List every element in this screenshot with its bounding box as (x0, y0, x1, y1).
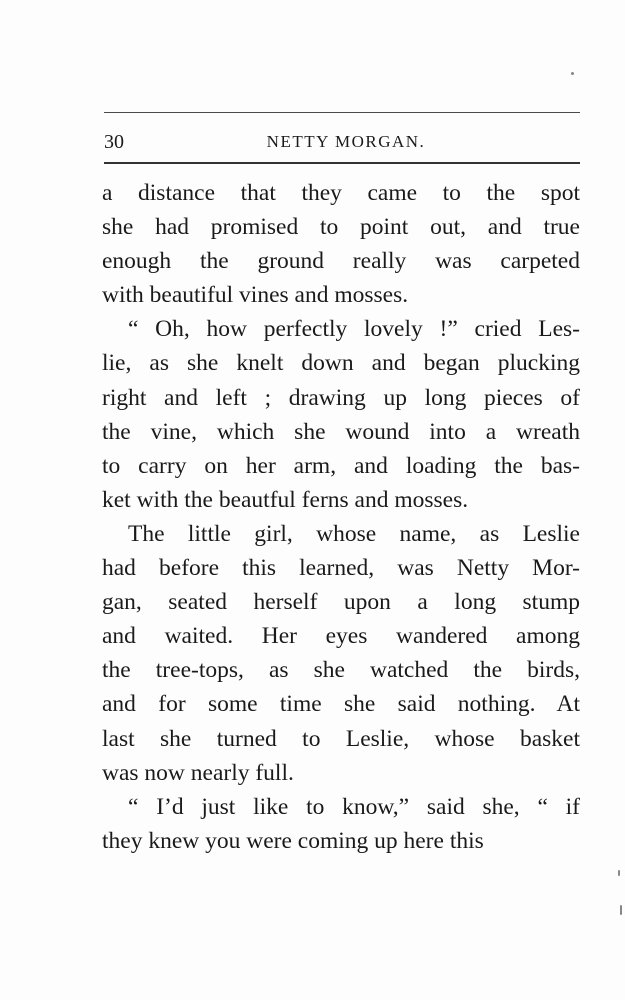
text-line: “ I’d just like to know,” said she, “ if (128, 793, 580, 820)
text-line: last she turned to Leslie, whose basket (102, 725, 580, 752)
paragraph (102, 517, 580, 790)
text-line: they knew you were coming up here this (102, 827, 484, 854)
text-line: The little girl, whose name, as Leslie (128, 520, 580, 547)
running-header (104, 128, 580, 156)
text-line: and waited. Her eyes wandered among (102, 623, 580, 650)
text-line: right and left ; drawing up long pieces of (102, 384, 580, 411)
header-bottom-rule (104, 162, 580, 164)
text-line: the tree-tops, as she watched the birds, (102, 657, 580, 684)
page-number: 30 (104, 131, 124, 153)
body-text (102, 176, 580, 858)
text-line: with beautiful vines and mosses. (102, 282, 409, 309)
text-line: a distance that they came to the spot (102, 180, 580, 206)
text-line: lie, as she knelt down and began plucking (102, 350, 580, 377)
text-line: gan, seated herself upon a long stump (102, 589, 580, 616)
text-line: enough the ground really was carpeted (102, 248, 580, 275)
running-title: NETTY MORGAN. (266, 132, 426, 151)
text-line: was now nearly full. (102, 759, 294, 786)
text-line: the vine, which she wound into a wreath (102, 418, 580, 445)
text-line: she had promised to point out, and true (102, 214, 580, 241)
text-line: ket with the beautful ferns and mosses. (102, 486, 469, 513)
paragraph (102, 176, 580, 312)
paragraph (102, 312, 580, 517)
text-line: “ Oh, how perfectly lovely !” cried Les- (128, 316, 580, 343)
paper-speck (618, 870, 620, 876)
text-line: and for some time she said nothing. At (102, 691, 580, 718)
text-line: to carry on her arm, and loading the bas- (102, 452, 580, 479)
paragraph (102, 790, 580, 858)
paper-speck (620, 905, 622, 915)
text-line: had before this learned, was Netty Mor- (102, 555, 580, 582)
paper-speck (571, 72, 574, 75)
header-top-rule (104, 112, 580, 113)
